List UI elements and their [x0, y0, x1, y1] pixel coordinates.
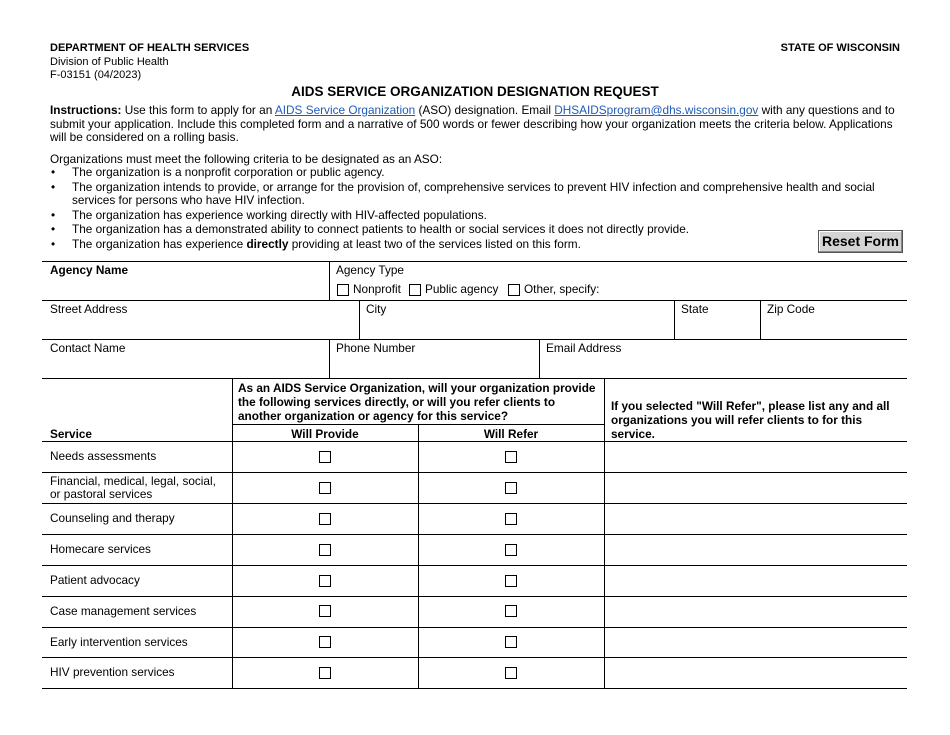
refer-organizations-field[interactable]: [605, 473, 907, 503]
form-number: F-03151 (04/2023): [50, 69, 142, 81]
service-column-header: Service: [50, 427, 92, 441]
nonprofit-checkbox[interactable]: [337, 284, 349, 296]
criteria-last-b: providing at least two of the services listed on this form.: [288, 236, 581, 251]
contact-name-field[interactable]: Contact Name: [50, 341, 126, 355]
instructions-text-a: Use this form to apply for an: [121, 103, 275, 117]
divider: [329, 339, 330, 378]
refer-organizations-field[interactable]: [605, 535, 907, 565]
divider: [674, 300, 675, 339]
criteria-item: • The organization has experience working directly with HIV-affected populations.: [50, 209, 910, 223]
divider: [42, 261, 907, 262]
nonprofit-label: Nonprofit: [353, 282, 401, 296]
instructions-label: Instructions:: [50, 103, 122, 117]
will-provide-checkbox[interactable]: [319, 605, 331, 617]
criteria-last-a: The organization has experience: [72, 236, 247, 251]
divider: [359, 300, 360, 339]
will-refer-checkbox[interactable]: [505, 544, 517, 556]
state-field[interactable]: State: [681, 302, 709, 316]
criteria-last-bold: directly: [246, 236, 289, 251]
divider: [42, 688, 907, 689]
service-row-label: Financial, medical, legal, social, or pastoral services: [50, 474, 216, 501]
criteria-intro: Organizations must meet the following criteria to be designated as an ASO:: [50, 152, 443, 166]
service-row-label: HIV prevention services: [50, 665, 175, 679]
will-refer-checkbox[interactable]: [505, 482, 517, 494]
will-refer-checkbox[interactable]: [505, 636, 517, 648]
zip-code-field[interactable]: Zip Code: [767, 302, 815, 316]
service-row-label: Homecare services: [50, 542, 151, 556]
phone-number-field[interactable]: Phone Number: [336, 341, 416, 355]
will-provide-checkbox[interactable]: [319, 636, 331, 648]
criteria-list: [50, 166, 910, 253]
will-provide-column-header: Will Provide: [291, 427, 359, 441]
refer-organizations-field[interactable]: [605, 658, 907, 688]
street-address-field[interactable]: Street Address: [50, 302, 128, 316]
refer-note: If you selected "Will Refer", please list any and all organizations you will refer clients to for this service.: [611, 399, 890, 441]
will-provide-checkbox[interactable]: [319, 451, 331, 463]
agency-type-label: Agency Type: [336, 263, 404, 277]
service-row-label: Counseling and therapy: [50, 511, 175, 525]
criteria-item: • The organization intends to provide, or arrange for the provision of, comprehensive services to prevent HIV infection and comprehensive health and social services for persons who have HIV infection.: [50, 181, 910, 208]
will-provide-checkbox[interactable]: [319, 513, 331, 525]
reset-form-button[interactable]: Reset Form: [818, 230, 903, 253]
will-refer-checkbox[interactable]: [505, 513, 517, 525]
instructions: [50, 104, 910, 145]
services-question: As an AIDS Service Organization, will your organization provide the following services directly, or will you refer clients to another organization or agency for this service?: [238, 381, 596, 423]
will-provide-checkbox[interactable]: [319, 667, 331, 679]
other-label: Other, specify:: [524, 282, 600, 296]
will-provide-checkbox[interactable]: [319, 544, 331, 556]
divider: [42, 339, 907, 340]
divider: [760, 300, 761, 339]
divider: [42, 378, 907, 379]
service-row-label: Patient advocacy: [50, 573, 140, 587]
refer-organizations-field[interactable]: [605, 566, 907, 596]
service-row-label: Early intervention services: [50, 635, 188, 649]
will-refer-column-header: Will Refer: [483, 427, 539, 441]
public-agency-label: Public agency: [425, 282, 499, 296]
service-row-label: Case management services: [50, 604, 197, 618]
will-refer-checkbox[interactable]: [505, 451, 517, 463]
criteria-item: • The organization has a demonstrated ability to connect patients to health or social services it does not directly provide.: [50, 223, 910, 237]
divider: [232, 424, 604, 425]
aso-link[interactable]: AIDS Service Organization: [274, 103, 416, 117]
department-name: DEPARTMENT OF HEALTH SERVICES: [50, 42, 250, 54]
public-agency-checkbox[interactable]: [409, 284, 421, 296]
will-provide-checkbox[interactable]: [319, 575, 331, 587]
state-name: STATE OF WISCONSIN: [780, 42, 900, 54]
refer-organizations-field[interactable]: [605, 442, 907, 472]
will-refer-checkbox[interactable]: [505, 605, 517, 617]
agency-name-field[interactable]: Agency Name: [50, 263, 129, 277]
divider: [42, 300, 907, 301]
division-name: Division of Public Health: [50, 55, 169, 68]
divider: [539, 339, 540, 378]
service-row-label: Needs assessments: [50, 449, 157, 463]
page-title: AIDS SERVICE ORGANIZATION DESIGNATION REQUEST: [291, 84, 659, 99]
will-provide-checkbox[interactable]: [319, 482, 331, 494]
refer-organizations-field[interactable]: [605, 628, 907, 657]
other-checkbox[interactable]: [508, 284, 520, 296]
will-refer-checkbox[interactable]: [505, 667, 517, 679]
instructions-text-b: (ASO) designation. Email: [415, 103, 555, 117]
will-refer-checkbox[interactable]: [505, 575, 517, 587]
instructions-text-c: with any questions and to submit your application. Include this completed form and a narrative of 500 words or fewer describing how your organization meets the criteria below. Applications will be considered on a rolling basis.: [50, 103, 895, 145]
email-link[interactable]: DHSAIDSprogram@dhs.wisconsin.gov: [554, 103, 759, 117]
header-left: [50, 42, 249, 83]
divider: [329, 261, 330, 300]
criteria-item: • The organization is a nonprofit corporation or public agency.: [50, 166, 910, 180]
email-address-field[interactable]: Email Address: [546, 341, 622, 355]
refer-organizations-field[interactable]: [605, 504, 907, 534]
refer-organizations-field[interactable]: [605, 597, 907, 627]
criteria-item: [50, 238, 910, 252]
divider: [418, 424, 419, 689]
city-field[interactable]: City: [366, 302, 387, 316]
